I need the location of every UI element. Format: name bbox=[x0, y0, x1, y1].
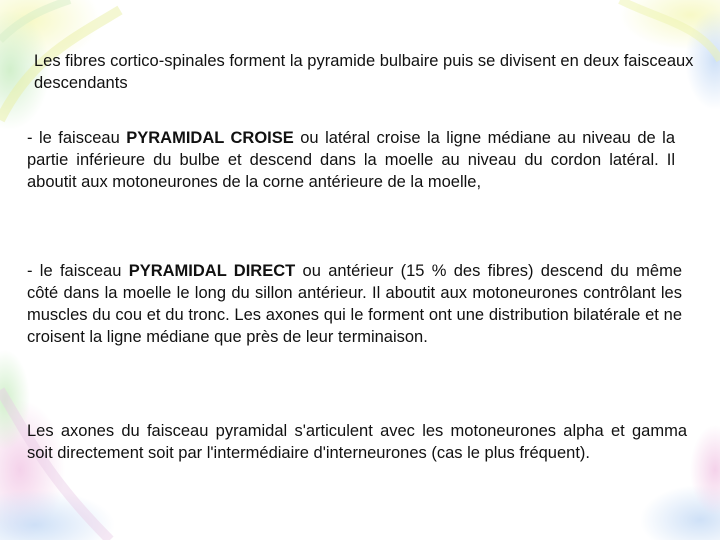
paragraph-axones: Les axones du faisceau pyramidal s'articulent avec les motoneurones alpha et gamma soit directement soit par l'intermédiaire d'interneurones (cas le plus fréquent). bbox=[27, 422, 687, 462]
p1-body: ou latéral croise la ligne médiane au niveau de la partie inférieure du bulbe et descend dans la moelle au niveau du cordon latéral. Il aboutit aux motoneurones de la corne antérieure de la moelle, bbox=[27, 129, 675, 191]
p2-prefix: - le faisceau bbox=[27, 262, 129, 280]
p2-body: ou antérieur (15 % des fibres) descend du même côté dans la moelle le long du sillon antérieur. Il aboutit aux motoneurones contrôlant les muscles du cou et du tronc. Les axones qui le forment ont une distribution bilatérale et ne croisent la ligne médiane que près de leur terminaison. bbox=[27, 262, 682, 346]
paragraph-pyramidal-croise bbox=[27, 127, 675, 193]
intro-paragraph: Les fibres cortico-spinales forment la pyramide bulbaire puis se divisent en deux faisceaux descendants bbox=[34, 52, 694, 92]
p1-bold-term: PYRAMIDAL CROISE bbox=[126, 129, 294, 147]
p1-prefix: - le faisceau bbox=[27, 129, 127, 147]
paragraph-pyramidal-direct bbox=[27, 260, 682, 348]
p2-bold-term: PYRAMIDAL DIRECT bbox=[128, 262, 296, 280]
